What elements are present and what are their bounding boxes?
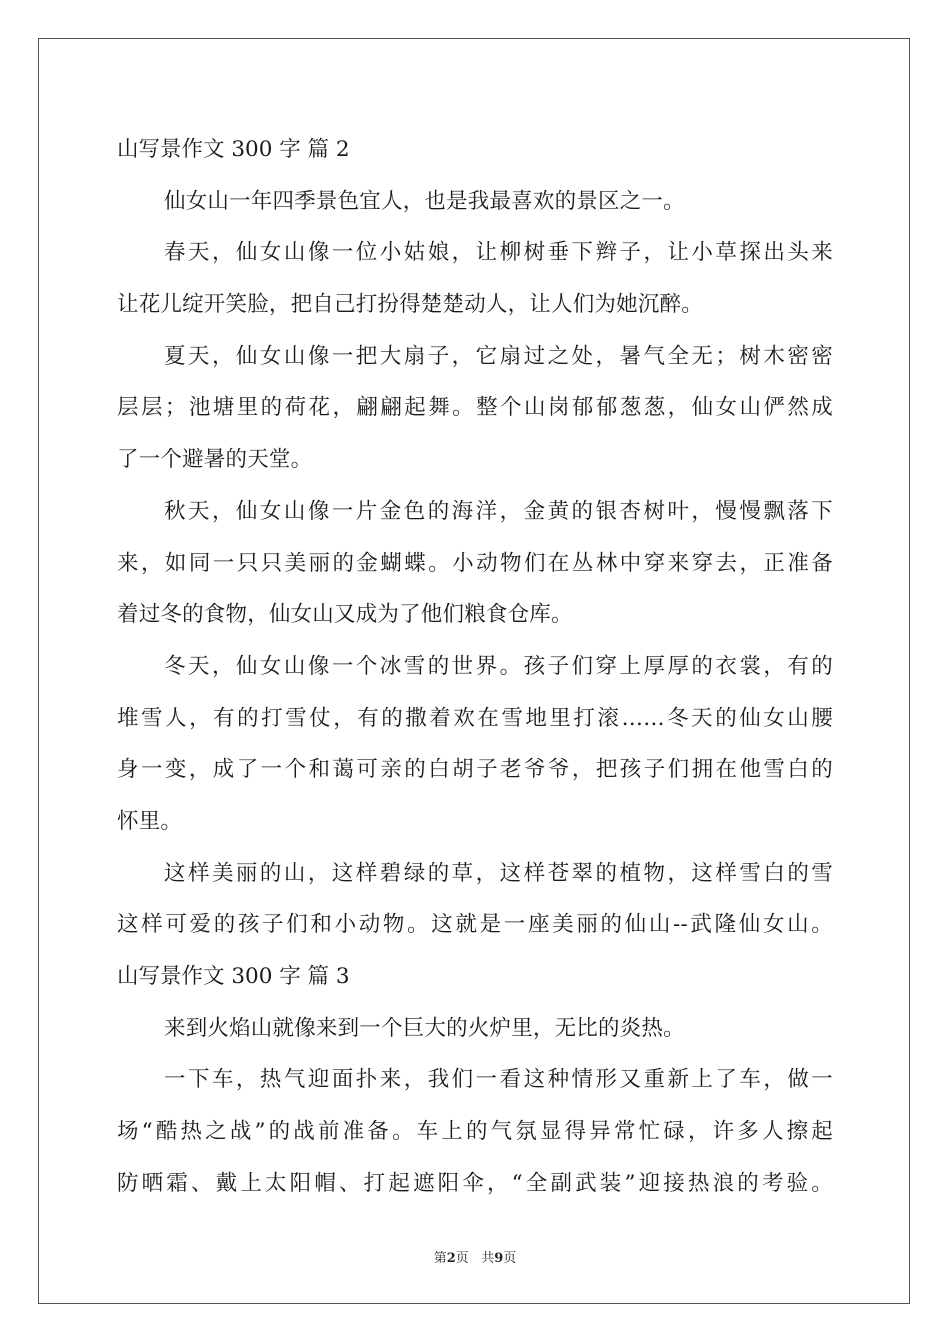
- paragraph-line: 着过冬的食物，仙女山又成为了他们粮食仓库。: [117, 602, 573, 628]
- paragraph-line: 身一变，成了一个和蔼可亲的白胡子老爷爷，把孩子们拥在他雪白的: [117, 757, 833, 783]
- paragraph-line: 防晒霜、戴上太阳帽、打起遮阳伞，“全副武装”迎接热浪的考验。: [117, 1170, 833, 1196]
- paragraph-line: 让花儿绽开笑脸，把自己打扮得楚楚动人，让人们为她沉醉。: [117, 292, 703, 318]
- paragraph-line: 堆雪人，有的打雪仗，有的撒着欢在雪地里打滚……冬天的仙女山腰: [117, 705, 833, 731]
- paragraph-line: 这样可爱的孩子们和小动物。这就是一座美丽的仙山--武隆仙女山。: [117, 912, 833, 938]
- paragraph-line: 这样美丽的山，这样碧绿的草，这样苍翠的植物，这样雪白的雪: [164, 860, 833, 886]
- document-body: [117, 124, 833, 1209]
- paragraph-line: 仙女山一年四季景色宜人，也是我最喜欢的景区之一。: [164, 188, 685, 214]
- footer-total-prefix: 共: [481, 1251, 495, 1266]
- section-heading: 山写景作文 300 字 篇 2: [117, 137, 350, 162]
- paragraph-line: 来到火焰山就像来到一个巨大的火炉里，无比的炎热。: [164, 1015, 685, 1041]
- paragraph-line: 一下车，热气迎面扑来，我们一看这种情形又重新上了车，做一: [164, 1067, 833, 1093]
- paragraph-line: 了一个避暑的天堂。: [117, 447, 313, 473]
- paragraph-line: 夏天，仙女山像一把大扇子，它扇过之处，暑气全无；树木密密: [164, 343, 833, 369]
- section-heading: 山写景作文 300 字 篇 3: [117, 964, 350, 989]
- paragraph-line: 秋天，仙女山像一片金色的海洋，金黄的银杏树叶，慢慢飘落下: [164, 498, 833, 524]
- paragraph-line: 冬天，仙女山像一个冰雪的世界。孩子们穿上厚厚的衣裳，有的: [164, 653, 833, 679]
- paragraph-line: 来，如同一只只美丽的金蝴蝶。小动物们在丛林中穿来穿去，正准备: [117, 550, 833, 576]
- footer-page-suffix: 页: [455, 1251, 469, 1266]
- current-page-number: 2: [446, 1251, 456, 1266]
- paragraph-line: 怀里。: [117, 808, 183, 834]
- footer-prefix: 第: [433, 1251, 447, 1266]
- paragraph-line: 场“酷热之战”的战前准备。车上的气氛显得异常忙碌，许多人擦起: [117, 1119, 833, 1145]
- paragraph-line: 春天，仙女山像一位小姑娘，让柳树垂下辫子，让小草探出头来: [164, 240, 833, 266]
- footer-total-suffix: 页: [503, 1251, 517, 1266]
- page-footer: [0, 1247, 950, 1266]
- total-page-count: 9: [494, 1251, 504, 1266]
- paragraph-line: 层层；池塘里的荷花，翩翩起舞。整个山岗郁郁葱葱，仙女山俨然成: [117, 395, 833, 421]
